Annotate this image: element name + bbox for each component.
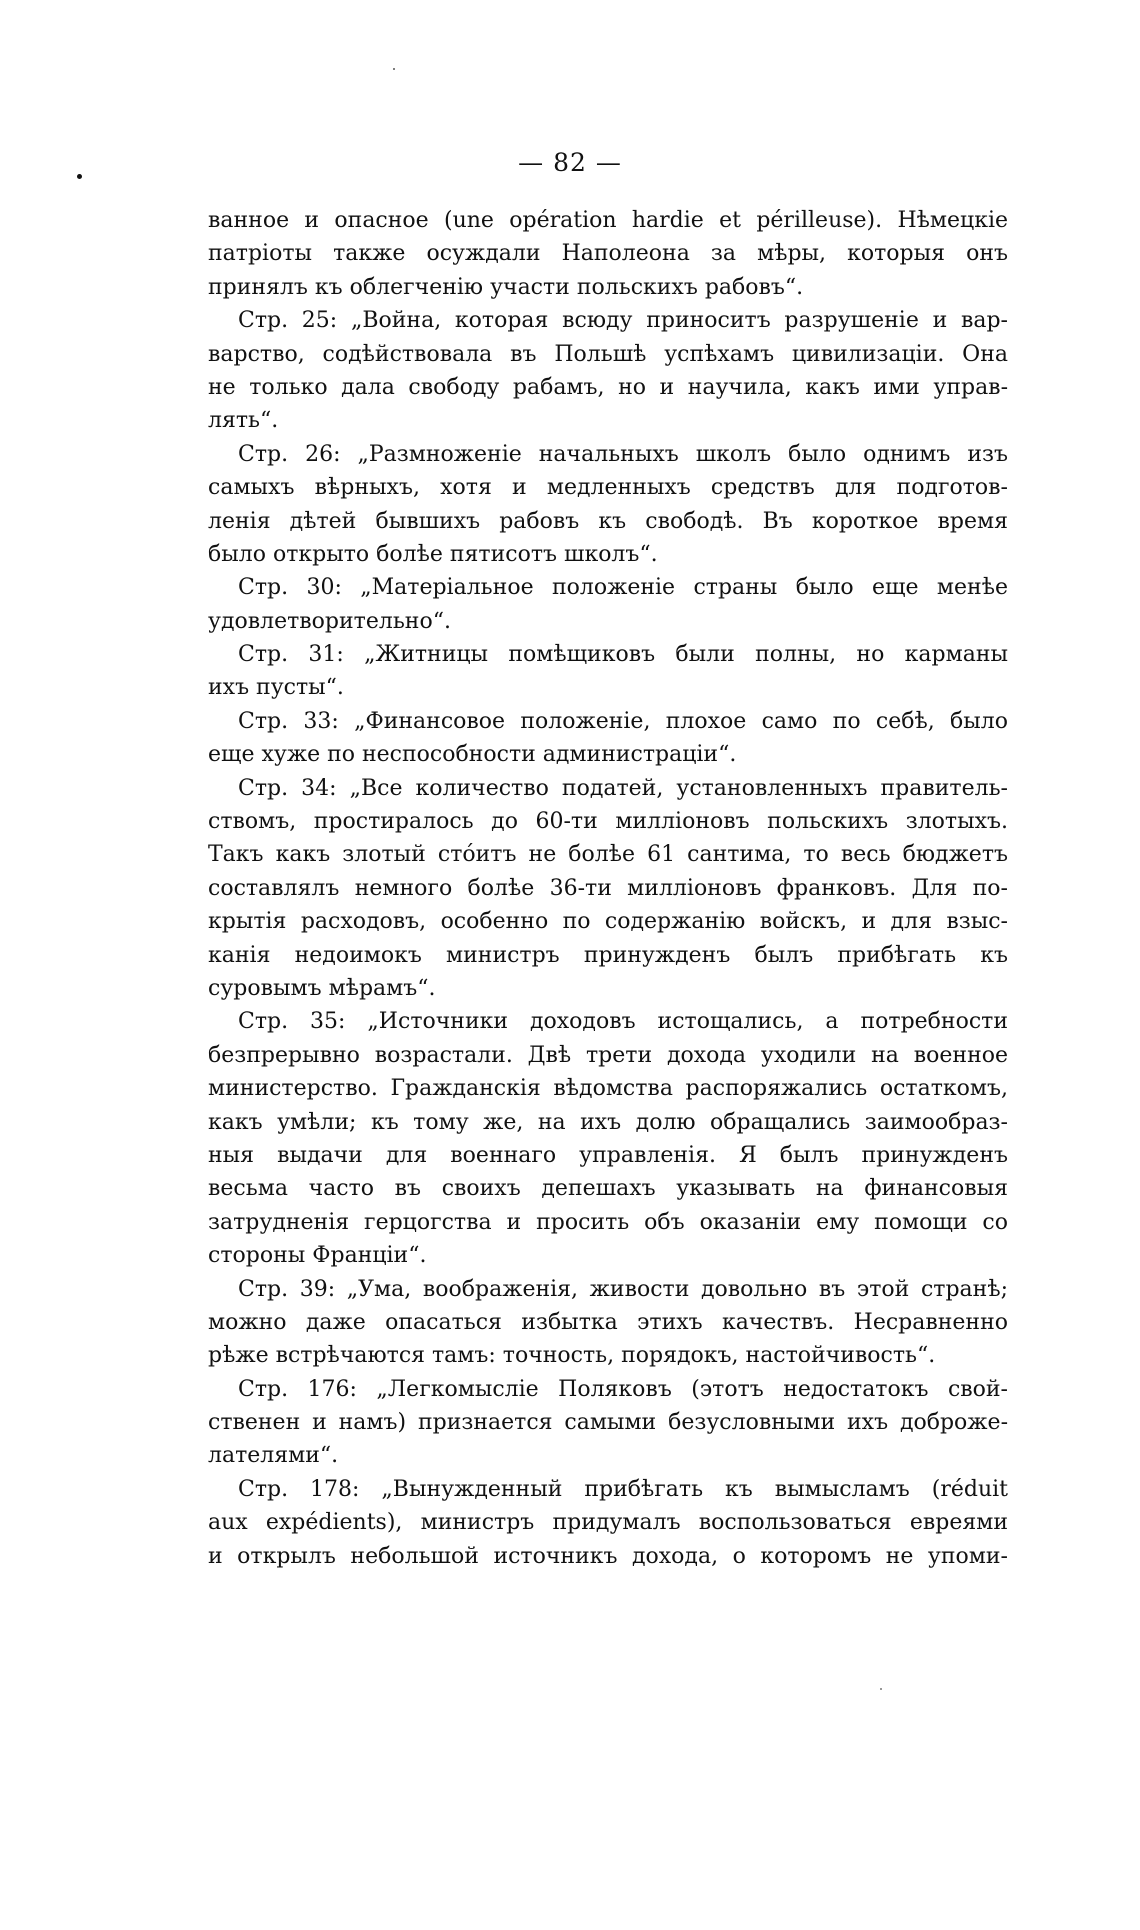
text-line: стороны Франціи“. (208, 1243, 427, 1269)
text-line: aux expédients), министръ придумалъ воспользоваться евреями (208, 1510, 1008, 1536)
text-line: удовлетворительно“. (208, 608, 451, 634)
text-line: ственен и намъ) признается самыми безусловными ихъ доброже- (208, 1410, 1008, 1436)
text-line: канія недоимокъ министръ принужденъ былъ прибѣгать къ (208, 942, 1008, 968)
bottom-speck-mark (880, 1688, 882, 1690)
paragraph (208, 1005, 1008, 1272)
text-line: лателями“. (208, 1443, 339, 1469)
text-line: ленія дѣтей бывшихъ рабовъ къ свободѣ. Въ короткое время (208, 508, 1008, 534)
text-line: ихъ пусты“. (208, 675, 344, 701)
text-line: составлялъ немного болѣе 36-ти милліоновъ франковъ. Для по- (208, 875, 1008, 901)
text-line: Стр. 34: „Все количество податей, установленныхъ правитель- (238, 775, 1008, 801)
paragraph (208, 705, 1008, 772)
paragraph (208, 571, 1008, 638)
text-line: безпрерывно возрастали. Двѣ трети дохода уходили на военное (208, 1042, 1008, 1068)
text-line: рѣже встрѣчаются тамъ: точность, порядокъ, настойчивость“. (208, 1343, 936, 1369)
text-line: какъ умѣли; къ тому же, на ихъ долю обращались заимообраз- (208, 1109, 1008, 1135)
text-line: ванное и опасное (une opération hardie et périlleuse). Нѣмецкіе (208, 208, 1008, 233)
text-line: и открылъ небольшой источникъ дохода, о которомъ не упоми- (208, 1543, 1008, 1569)
page-body-text (208, 204, 1008, 1573)
paragraph (208, 204, 1008, 304)
paragraph (208, 638, 1008, 705)
text-line: Стр. 35: „Источники доходовъ истощались, а потребности (238, 1009, 1008, 1035)
text-line: Стр. 25: „Война, которая всюду приноситъ разрушеніе и вар- (238, 308, 1008, 334)
paragraph (208, 1473, 1008, 1573)
text-line: крытія расходовъ, особенно по содержанію войскъ, и для взыс- (208, 909, 1008, 935)
text-line: Стр. 176: „Легкомысліе Поляковъ (этотъ недостатокъ свой- (238, 1376, 1008, 1402)
text-line: лять“. (208, 408, 279, 434)
text-line: Стр. 30: „Матеріальное положеніе страны было еще менѣе (238, 575, 1008, 601)
text-line: можно даже опасаться избытка этихъ качествъ. Несравненно (208, 1309, 1008, 1335)
text-line: самыхъ вѣрныхъ, хотя и медленныхъ средствъ для подготов- (208, 475, 1008, 501)
text-line: Стр. 178: „Вынужденный прибѣгать къ вымысламъ (réduit (238, 1476, 1008, 1502)
text-line: Стр. 39: „Ума, воображенія, живости довольно въ этой странѣ; (238, 1276, 1008, 1302)
text-line: Стр. 33: „Финансовое положеніе, плохое само по себѣ, было (238, 708, 1008, 734)
paragraph (208, 772, 1008, 1006)
text-line: Такъ какъ злотый стóитъ не болѣе 61 сантима, то весь бюджетъ (208, 842, 1008, 868)
text-line: не только дала свободу рабамъ, но и научила, какъ ими управ- (208, 374, 1008, 400)
paragraph (208, 1273, 1008, 1373)
text-line: Стр. 26: „Размноженіе начальныхъ школъ было однимъ изъ (238, 441, 1008, 467)
paragraph (208, 438, 1008, 572)
paragraph (208, 304, 1008, 438)
text-line: патріоты также осуждали Наполеона за мѣры, которыя онъ (208, 241, 1008, 267)
page-number: — 82 — (518, 148, 622, 177)
text-line: ствомъ, простиралось до 60-ти милліоновъ польскихъ злотыхъ. (208, 809, 1008, 835)
text-line: суровымъ мѣрамъ“. (208, 975, 436, 1001)
text-line: варство, содѣйствовала въ Польшѣ успѣхамъ цивилизаціи. Она (208, 341, 1008, 367)
text-line: было открыто болѣе пятисотъ школъ“. (208, 541, 658, 567)
text-line: затрудненія герцогства и просить объ оказаніи ему помощи со (208, 1209, 1008, 1235)
text-line: весьма часто въ своихъ депешахъ указывать на финансовыя (208, 1176, 1008, 1202)
paragraph (208, 1373, 1008, 1473)
text-line: министерство. Гражданскія вѣдомства распоряжались остаткомъ, (208, 1076, 1008, 1102)
text-line: еще хуже по неспособности администраціи“. (208, 742, 737, 768)
top-speck-mark (393, 68, 395, 70)
text-line: принялъ къ облегченію участи польскихъ рабовъ“. (208, 274, 804, 300)
text-line: Стр. 31: „Житницы помѣщиковъ были полны, но карманы (238, 642, 1008, 668)
text-line: ныя выдачи для военнаго управленія. Я былъ принужденъ (208, 1142, 1008, 1168)
